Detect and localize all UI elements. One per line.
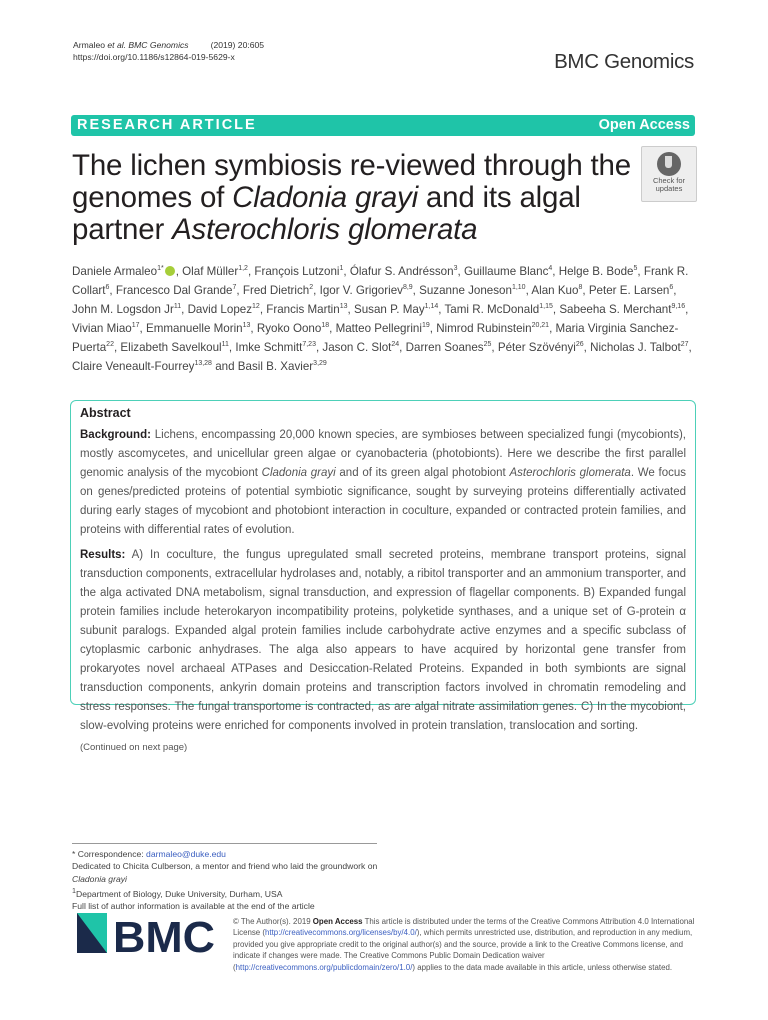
author-affiliation-number: 11 (221, 341, 229, 349)
cc0-waiver-link[interactable]: http://creativecommons.org/publicdomain/zero/1.0/ (235, 962, 413, 972)
author-affiliation-number: 7 (232, 284, 237, 292)
author-name[interactable]: Tami R. McDonald (444, 303, 540, 316)
author-affiliation-number: 7,23 (302, 341, 316, 349)
check-updates-line1: Check for (652, 176, 686, 185)
author-affiliation-number: 1,14 (424, 303, 439, 311)
author-name[interactable]: Imke Schmitt (235, 341, 303, 354)
author-affiliation-number: 1,10 (511, 284, 526, 292)
abstract-text: and of its green algal photobiont (335, 467, 510, 479)
cc-by-license-link[interactable]: http://creativecommons.org/licenses/by/4.0/ (265, 928, 417, 938)
doi-link[interactable]: https://doi.org/10.1186/s12864-019-5629-x (73, 52, 235, 62)
author-affiliation-number: 27 (680, 341, 689, 349)
title-species: Asterochloris glomerata (172, 213, 478, 246)
author-affiliation-number: 3,29 (313, 360, 327, 368)
species-name: Cladonia grayi (261, 467, 336, 479)
author-name[interactable]: Jason C. Slot (322, 341, 392, 354)
article-type-banner (71, 115, 695, 136)
title-text: The lichen symbiosis re-viewed through the genomes of (72, 149, 631, 214)
correspondence-email-link[interactable]: darmaleo@duke.edu (146, 849, 226, 859)
author-name[interactable]: Darren Soanes (405, 341, 484, 354)
author-name[interactable]: Emmanuelle Morin (145, 322, 243, 335)
author-affiliation-number: 5 (633, 265, 638, 273)
dedication: Dedicated to Chicita Culberson, a mentor and friend who laid the groundwork on (72, 861, 378, 872)
open-access-label: Open Access (598, 117, 690, 133)
author-name[interactable]: John M. Logsdon Jr (72, 303, 174, 316)
author-name[interactable]: Alan Kuo (531, 284, 579, 297)
check-updates-line2: updates (655, 184, 683, 193)
author-affiliation-number: 22 (106, 341, 114, 349)
check-for-updates-button[interactable] (641, 146, 697, 202)
affiliation-mark: 1 (72, 886, 76, 895)
affiliation: Department of Biology, Duke University, Durham, USA (75, 888, 283, 899)
author-name[interactable]: Guillaume Blanc (463, 265, 549, 278)
license-statement (233, 916, 703, 973)
citation-authors: Armaleo (73, 40, 105, 50)
author-name[interactable]: Péter Szövényi (497, 341, 576, 354)
author-affiliation-number: 19 (421, 322, 430, 330)
author-affiliation-number: 24 (391, 341, 400, 349)
correspondence-label: * Correspondence: (72, 849, 147, 859)
author-name[interactable]: Maria Virginia Sanchez-Puerta (72, 322, 679, 354)
author-affiliation-number: 2 (309, 284, 314, 292)
author-affiliation-number: 6 (105, 284, 110, 292)
author-affiliation-number: 13 (339, 303, 348, 311)
article-title (72, 150, 632, 246)
author-name[interactable]: Francis Martin (266, 303, 340, 316)
license-text-3: ) applies to the data made available in this article, unless otherwise stated. (412, 962, 673, 972)
author-affiliation-number: 20,21 (531, 322, 550, 330)
author-affiliation-number: 13 (242, 322, 251, 330)
author-affiliation-number: 25 (483, 341, 492, 349)
author-name[interactable]: Ólafur S. Andrésson (349, 265, 454, 278)
authors-conjunction: and (215, 360, 235, 373)
author-name[interactable]: Olaf Müller (182, 265, 239, 278)
author-name[interactable]: Ryoko Oono (256, 322, 322, 335)
footnote-divider (72, 843, 377, 844)
svg-text:BMC: BMC (113, 913, 215, 958)
abstract-box (70, 400, 696, 753)
author-affiliation-number: 8,9 (402, 284, 413, 292)
abstract-heading: Abstract (80, 406, 131, 420)
author-affiliation-number: 4 (548, 265, 553, 273)
author-name[interactable]: Fred Dietrich (242, 284, 310, 297)
author-list: Daniele Armaleo$^{1*}$ , Olaf Müller$^{1,2}$, François Lutzoni$^1$, Ólafur S. Andrésson$^3$, Guillaume Blanc$^4$, Helge B. Bode$^5$, Frank R. Collart$^6$, Francesco Dal Grande$^7$, Fred Dietrich$^2$, Igor V. Grigoriev$^{8,9}$, Suzanne Joneson$^{1,10}$, Alan Kuo$^8$, Peter E. Larsen$^6$, John M. Logsdon Jr$^{11}$, David Lopez$^{12}$, Francis Martin$^{13}$, Susan P. May$^{1,14}$, Tami R. McDonald$^{1,15}$, Sabeeha S. Merchant$^{9,16}$, Vivian Miao$^{17}$, Emmanuelle Morin$^{13}$, Ryoko Oono$^{18}$, Matteo Pellegrini$^{19}$, Nimrod Rubinstein$^{20,21}$, Maria Virginia Sanchez-Puerta$^{22}$, Elizabeth Savelkoul$^{11}$, Imke Schmitt$^{7,23}$, Jason C. Slot$^{24}$, Darren Soanes$^{25}$, Péter Szövényi$^{26}$, Nicholas J. Talbot$^{27}$, Claire Veneault-Fourrey$^{13,28}$ and Basil B. Xavier$^{3,29}$ (72, 265, 692, 373)
abstract-section-label: Results: (80, 549, 126, 561)
author-name[interactable]: Peter E. Larsen (588, 284, 670, 297)
author-name[interactable]: Nimrod Rubinstein (436, 322, 532, 335)
article-type: RESEARCH ARTICLE (77, 117, 257, 133)
author-affiliation-number: 26 (575, 341, 584, 349)
author-affiliation-number: 18 (321, 322, 330, 330)
author-name[interactable]: Vivian Miao (72, 322, 132, 335)
author-affiliation-number: 6 (669, 284, 674, 292)
license-text-2: ), which permits unrestricted use, distribution, and reproduction in any medium, provided you give appropriate credit to the original author(s) and the source, provide a link to the Creative Commons license, and indicate if changes were made. The Creative Commons Public Domain Dedication waiver ( (233, 928, 693, 972)
abstract-text: A) In coculture, the fungus upregulated small secreted proteins, membrane transport proteins, signal transduction components, extracellular hydrolases and, notably, a ribitol transporter and an ammonium transporter, and the alga activated DNA metabolism, signal transduction, and expression of flagellar components. B) Expanded fungal protein families include heterokaryon incompatibility proteins, polyketide synthases, and a unique set of G-protein α subunit paralogs. Expanded algal protein families include carbohydrate active enzymes and a specific subclass of cytoplasmic carbonic anhydrases. The alga also appears to have acquired by horizontal gene transfer from prokaryotes novel archaeal ATPases and Desiccation-Related Proteins. Expanded in both symbionts are signal transduction components, ankyrin domain proteins and transcription factors involved in chromatin remodeling and stress responses. The fungal transportome is contracted, as are algal nitrate assimilation genes. C) In the mycobiont, slow-evolving proteins were enriched for components involved in protein translation, translocation and sorting. (80, 549, 686, 732)
author-affiliation-number: 1,2 (238, 265, 248, 273)
author-name[interactable]: Igor V. Grigoriev (319, 284, 403, 297)
abstract-section-label: Background: (80, 429, 151, 441)
continued-note: (Continued on next page) (80, 742, 188, 753)
orcid-icon[interactable] (165, 266, 175, 276)
author-affiliation-number: 11 (173, 303, 182, 311)
title-species: Cladonia grayi (232, 181, 418, 214)
abstract-text: Lichens, encompassing 20,000 known species, are symbioses between specialized fungi (mycobionts), mostly ascomycetes, and unicellular green algae or cyanobacteria (photobionts). Here we describe the first parallel genomic analysis of the mycobiont (80, 429, 686, 479)
author-name[interactable]: Frank R. Collart (72, 265, 689, 297)
author-name[interactable]: Suzanne Joneson (419, 284, 512, 297)
author-name[interactable]: Basil B. Xavier (237, 360, 314, 373)
license-open-access: Open Access (312, 917, 363, 926)
author-name[interactable]: Elizabeth Savelkoul (120, 341, 222, 354)
bmc-logo (77, 910, 217, 958)
author-name[interactable]: Francesco Dal Grande (115, 284, 233, 297)
license-text-1: This article is distributed under the terms of the Creative Commons Attribution 4.0 International License ( (233, 917, 695, 938)
copyright: © The Author(s). 2019 (233, 917, 313, 926)
title-text: and its algal partner (72, 181, 581, 246)
author-affiliation-number: 13,28 (194, 360, 212, 368)
footnotes (72, 848, 392, 912)
author-name[interactable]: Matteo Pellegrini (335, 322, 422, 335)
author-affiliation-number: 12 (252, 303, 260, 311)
author-name[interactable]: Helge B. Bode (558, 265, 634, 278)
citation-year: (2019) 20:605 (210, 40, 265, 50)
journal-name: BMC Genomics (554, 50, 694, 73)
species-name: Asterochloris glomerata (509, 467, 631, 479)
author-affiliation-number: 1 (339, 265, 344, 273)
citation-journal: et al. BMC Genomics (105, 40, 189, 50)
author-name[interactable]: David Lopez (187, 303, 253, 316)
author-name[interactable]: Susan P. May (353, 303, 425, 316)
bookmark-icon (657, 152, 681, 176)
author-name[interactable]: François Lutzoni (254, 265, 340, 278)
abstract-section (80, 426, 686, 540)
abstract-section (80, 546, 686, 736)
author-affiliation-number: 9,16 (671, 303, 686, 311)
author-affiliation-number: 8 (578, 284, 583, 292)
author-affiliation-number: 1,15 (539, 303, 553, 311)
author-name[interactable]: Nicholas J. Talbot (590, 341, 681, 354)
dedication-species: Cladonia grayi (72, 873, 127, 884)
running-header (73, 39, 264, 63)
author-name[interactable]: Claire Veneault-Fourrey (72, 360, 195, 373)
more-author-info: Full list of author information is available at the end of the article (72, 901, 315, 912)
author-affiliation-number: 17 (131, 322, 140, 330)
abstract-text: . We focus on genes/predicted proteins of potential symbiotic significance, sought by surveying proteins differentially activated during early stages of mycobiont and photobiont interaction in coculture, expanded or contracted protein families, and proteins with differential rates of evolution. (80, 467, 686, 536)
author-affiliation-number: 3 (453, 265, 458, 273)
author-name[interactable]: Sabeeha S. Merchant (559, 303, 672, 316)
author-name[interactable]: Daniele Armaleo (72, 265, 158, 278)
author-affiliation-number: 1* (157, 265, 164, 273)
